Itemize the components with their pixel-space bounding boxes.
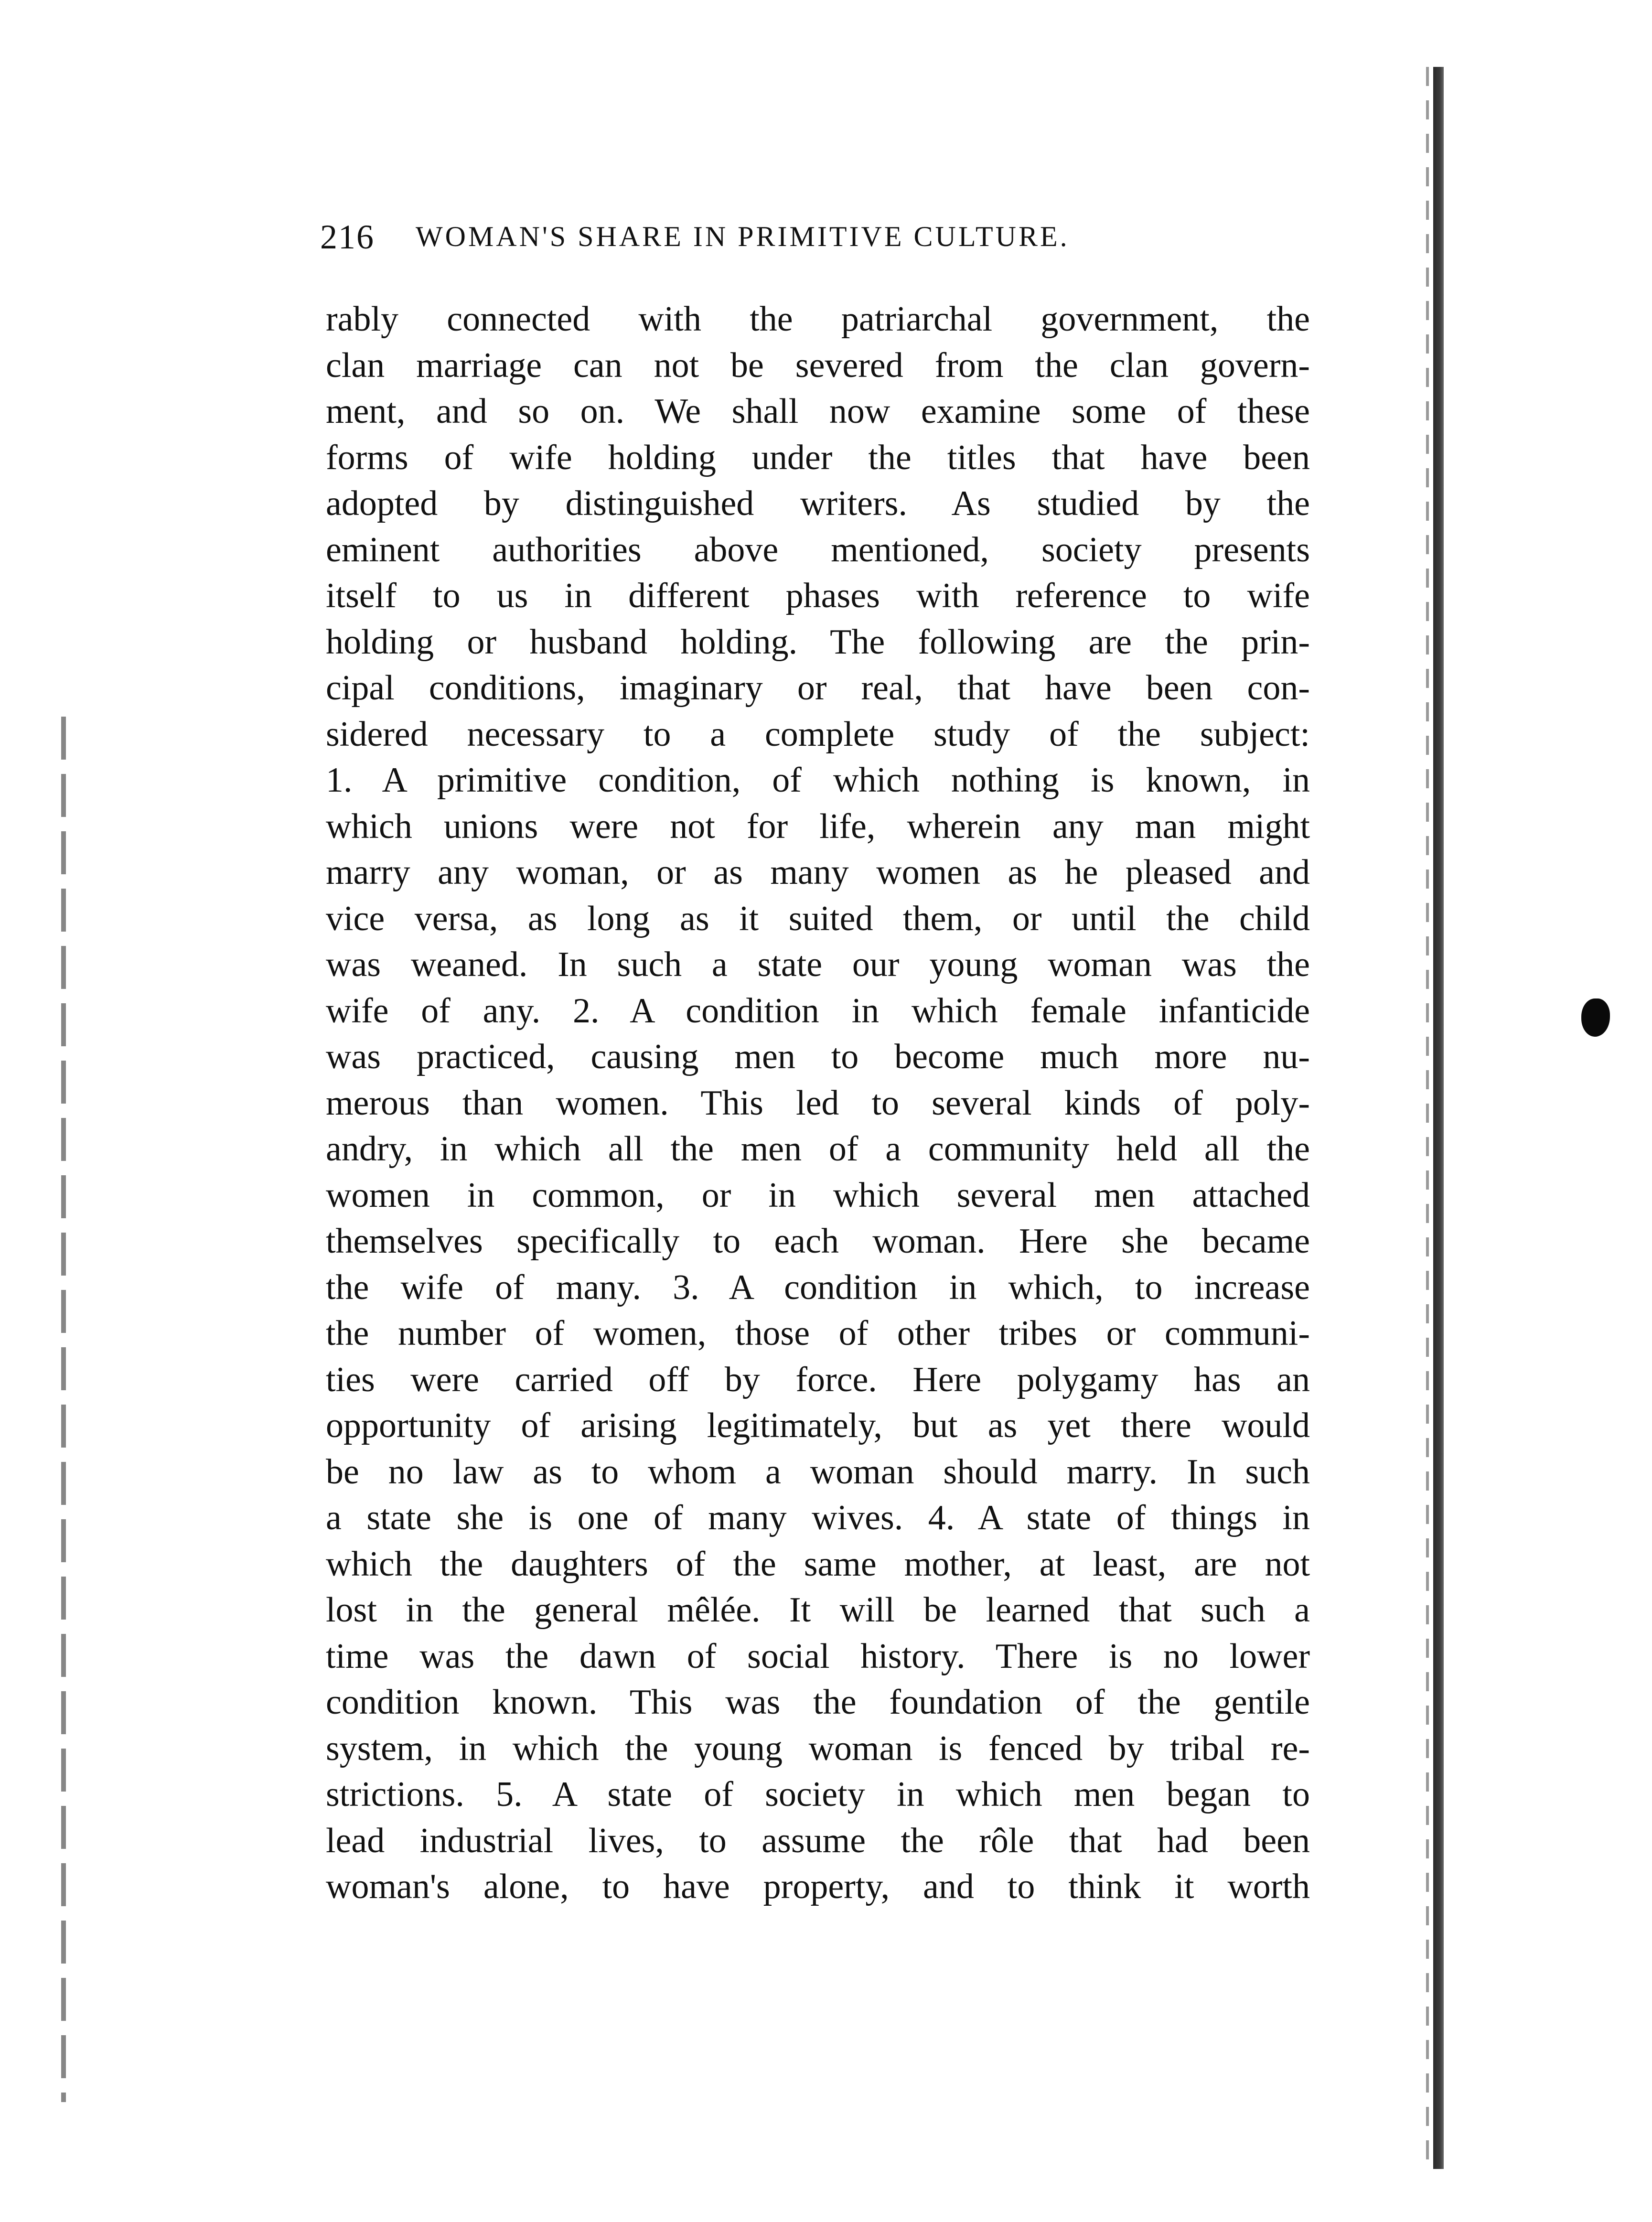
- body-text: [326, 296, 1310, 1910]
- binding-edge-shadow: [1433, 67, 1444, 2169]
- text-line: clan marriage can not be severed from the clan govern-: [326, 345, 1310, 385]
- text-line: a state she is one of many wives. 4. A state of things in: [326, 1498, 1310, 1537]
- text-line: cipal conditions, imaginary or real, that have been con-: [326, 668, 1310, 708]
- text-line: time was the dawn of social history. There is no lower: [326, 1636, 1310, 1676]
- text-line: merous than women. This led to several kinds of poly-: [326, 1083, 1310, 1123]
- text-line: was practiced, causing men to become much more nu-: [326, 1037, 1310, 1076]
- text-line: the number of women, those of other tribes or communi-: [326, 1314, 1310, 1353]
- text-line: adopted by distinguished writers. As studied by the: [326, 484, 1310, 523]
- text-line: sidered necessary to a complete study of the subject:: [326, 714, 1310, 754]
- text-line: andry, in which all the men of a community held all the: [326, 1129, 1310, 1169]
- text-line: be no law as to whom a woman should marry. In such: [326, 1452, 1310, 1492]
- text-line: system, in which the young woman is fenced by tribal re-: [326, 1728, 1310, 1768]
- running-title: WOMAN'S SHARE IN PRIMITIVE CULTURE.: [416, 221, 1070, 252]
- text-line: marry any woman, or as many women as he pleased and: [326, 853, 1310, 892]
- text-line: forms of wife holding under the titles that have been: [326, 438, 1310, 477]
- text-line: condition known. This was the foundation of the gentile: [326, 1683, 1310, 1722]
- ink-blot: [1581, 998, 1610, 1037]
- text-line-italic-start: vice versa, as long as it suited them, or until the child: [326, 899, 1310, 938]
- text-line: lost in the general mêlée. It will be learned that such a: [326, 1590, 1310, 1630]
- text-line: lead industrial lives, to assume the rôle that had been: [326, 1821, 1310, 1860]
- text-line: rably connected with the patriarchal government, the: [326, 300, 1310, 339]
- text-line: eminent authorities above mentioned, society presents: [326, 530, 1310, 569]
- text-line: ment, and so on. We shall now examine some of these: [326, 392, 1310, 431]
- text-line: ties were carried off by force. Here polygamy has an: [326, 1360, 1310, 1399]
- text-line: which the daughters of the same mother, at least, are not: [326, 1544, 1310, 1584]
- page-number: 216: [320, 218, 375, 256]
- page-edge-specks: [61, 717, 66, 2102]
- text-line: themselves specifically to each woman. Here she became: [326, 1222, 1310, 1261]
- text-line: was weaned. In such a state our young woman was the: [326, 945, 1310, 984]
- text-line: itself to us in different phases with reference to wife: [326, 576, 1310, 615]
- binding-edge-specks: [1426, 67, 1429, 2169]
- text-line: opportunity of arising legitimately, but as yet there would: [326, 1406, 1310, 1445]
- text-line: which unions were not for life, wherein any man might: [326, 806, 1310, 846]
- text-line: strictions. 5. A state of society in which men began to: [326, 1775, 1310, 1814]
- text-line: women in common, or in which several men attached: [326, 1175, 1310, 1215]
- text-line: holding or husband holding. The following are the prin-: [326, 622, 1310, 662]
- text-line: woman's alone, to have property, and to think it worth: [326, 1867, 1310, 1906]
- running-header: [320, 217, 1285, 270]
- text-line: the wife of many. 3. A condition in which, to increase: [326, 1267, 1310, 1307]
- text-line: 1. A primitive condition, of which nothing is known, in: [326, 761, 1310, 800]
- text-line: wife of any. 2. A condition in which female infanticide: [326, 991, 1310, 1030]
